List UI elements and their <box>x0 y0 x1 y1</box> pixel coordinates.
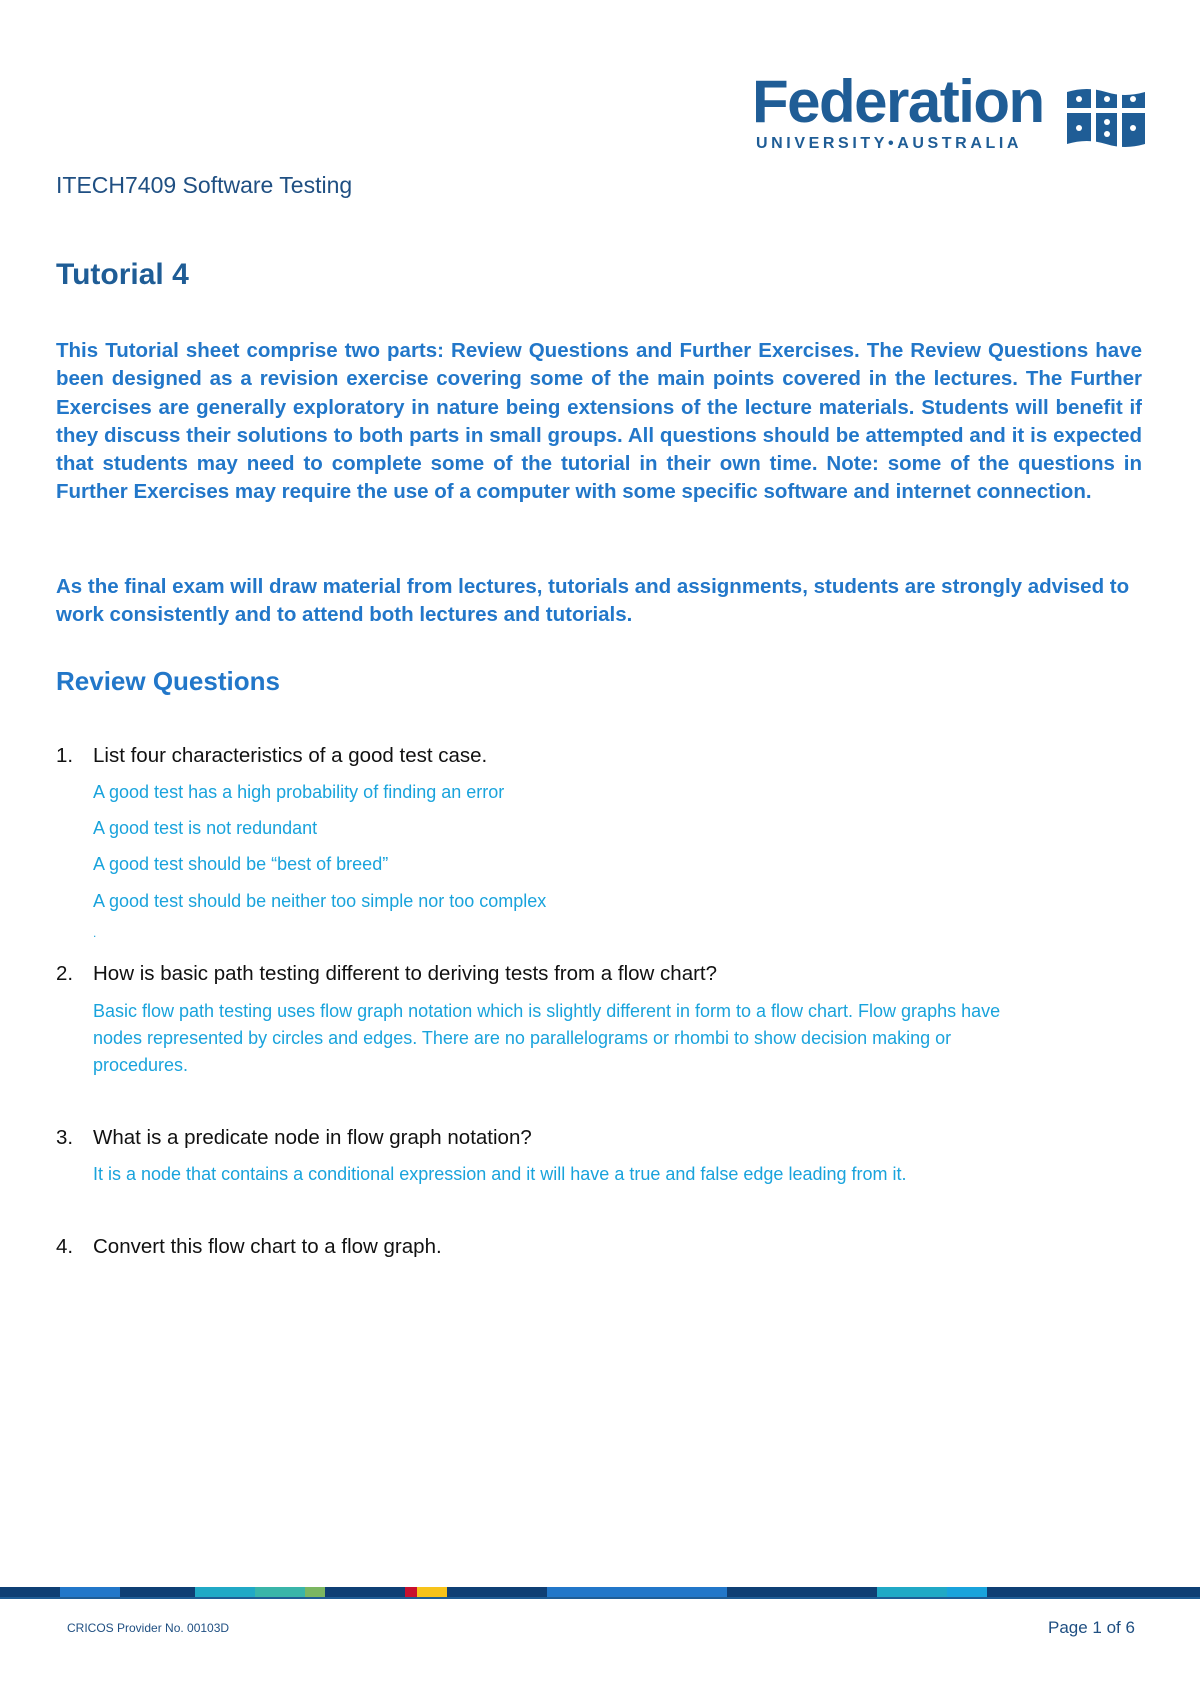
question-text: Convert this flow chart to a flow graph. <box>93 1235 442 1258</box>
answer-line: . <box>93 926 97 940</box>
answer-line: A good test is not redundant <box>93 818 318 838</box>
section-heading-review: Review Questions <box>56 666 280 696</box>
page-title: Tutorial 4 <box>56 258 189 291</box>
question-text: How is basic path testing different to deriving tests from a flow chart? <box>93 962 718 985</box>
answer-line: It is a node that contains a conditional expression and it will have a true and false edge leading from it. <box>93 1164 907 1184</box>
federation-logo <box>752 68 1147 160</box>
answer-paragraph: Basic flow path testing uses flow graph notation which is slightly different in form to a flow chart. Flow graphs have nodes represented by circles and edges. There are no parallelograms or rhombi to show decision making or procedures. <box>93 1001 1001 1075</box>
course-name: ITECH7409 Software Testing <box>56 172 353 198</box>
answer-line: A good test has a high probability of finding an error <box>93 782 505 802</box>
federation-flag-icon <box>1067 86 1145 150</box>
question-2 <box>56 962 717 986</box>
question-text: List four characteristics of a good test case. <box>93 744 488 767</box>
question-3 <box>56 1126 532 1150</box>
logo-wordmark: Federation <box>752 68 1044 135</box>
cricos-number: CRICOS Provider No. 00103D <box>67 1621 230 1635</box>
question-4 <box>56 1235 442 1259</box>
question-number: 3. <box>56 1126 74 1149</box>
question-number: 1. <box>56 744 74 767</box>
question-text: What is a predicate node in flow graph notation? <box>93 1126 532 1149</box>
question-1 <box>56 744 487 768</box>
answer-line: A good test should be neither too simple nor too complex <box>93 891 547 911</box>
page-number: Page 1 of 6 <box>1048 1618 1135 1637</box>
question-number: 2. <box>56 962 74 985</box>
question-number: 4. <box>56 1235 74 1258</box>
intro-paragraph: This Tutorial sheet comprise two parts: Review Questions and Further Exercises. The Review Questions have been designed as a revision exercise covering some of the main points covered in the lectures. The Further Exercises are generally exploratory in nature being extensions of the lecture materials. Students will benefit if they discuss their solutions to both parts in small groups. All questions should be attempted and it is expected that students may need to complete some of the tutorial in their own time. Note: some of the questions in Further Exercises may require the use of a computer with some specific software and internet connection. <box>56 339 1142 504</box>
exam-advice-paragraph: As the final exam will draw material from lectures, tutorials and assignments, students are strongly advised to work consistently and to attend both lectures and tutorials. <box>56 575 1130 627</box>
answer-line: A good test should be “best of breed” <box>93 854 389 874</box>
logo-subtitle: UNIVERSITY•AUSTRALIA <box>756 135 1023 152</box>
footer-rule <box>0 1597 1200 1599</box>
